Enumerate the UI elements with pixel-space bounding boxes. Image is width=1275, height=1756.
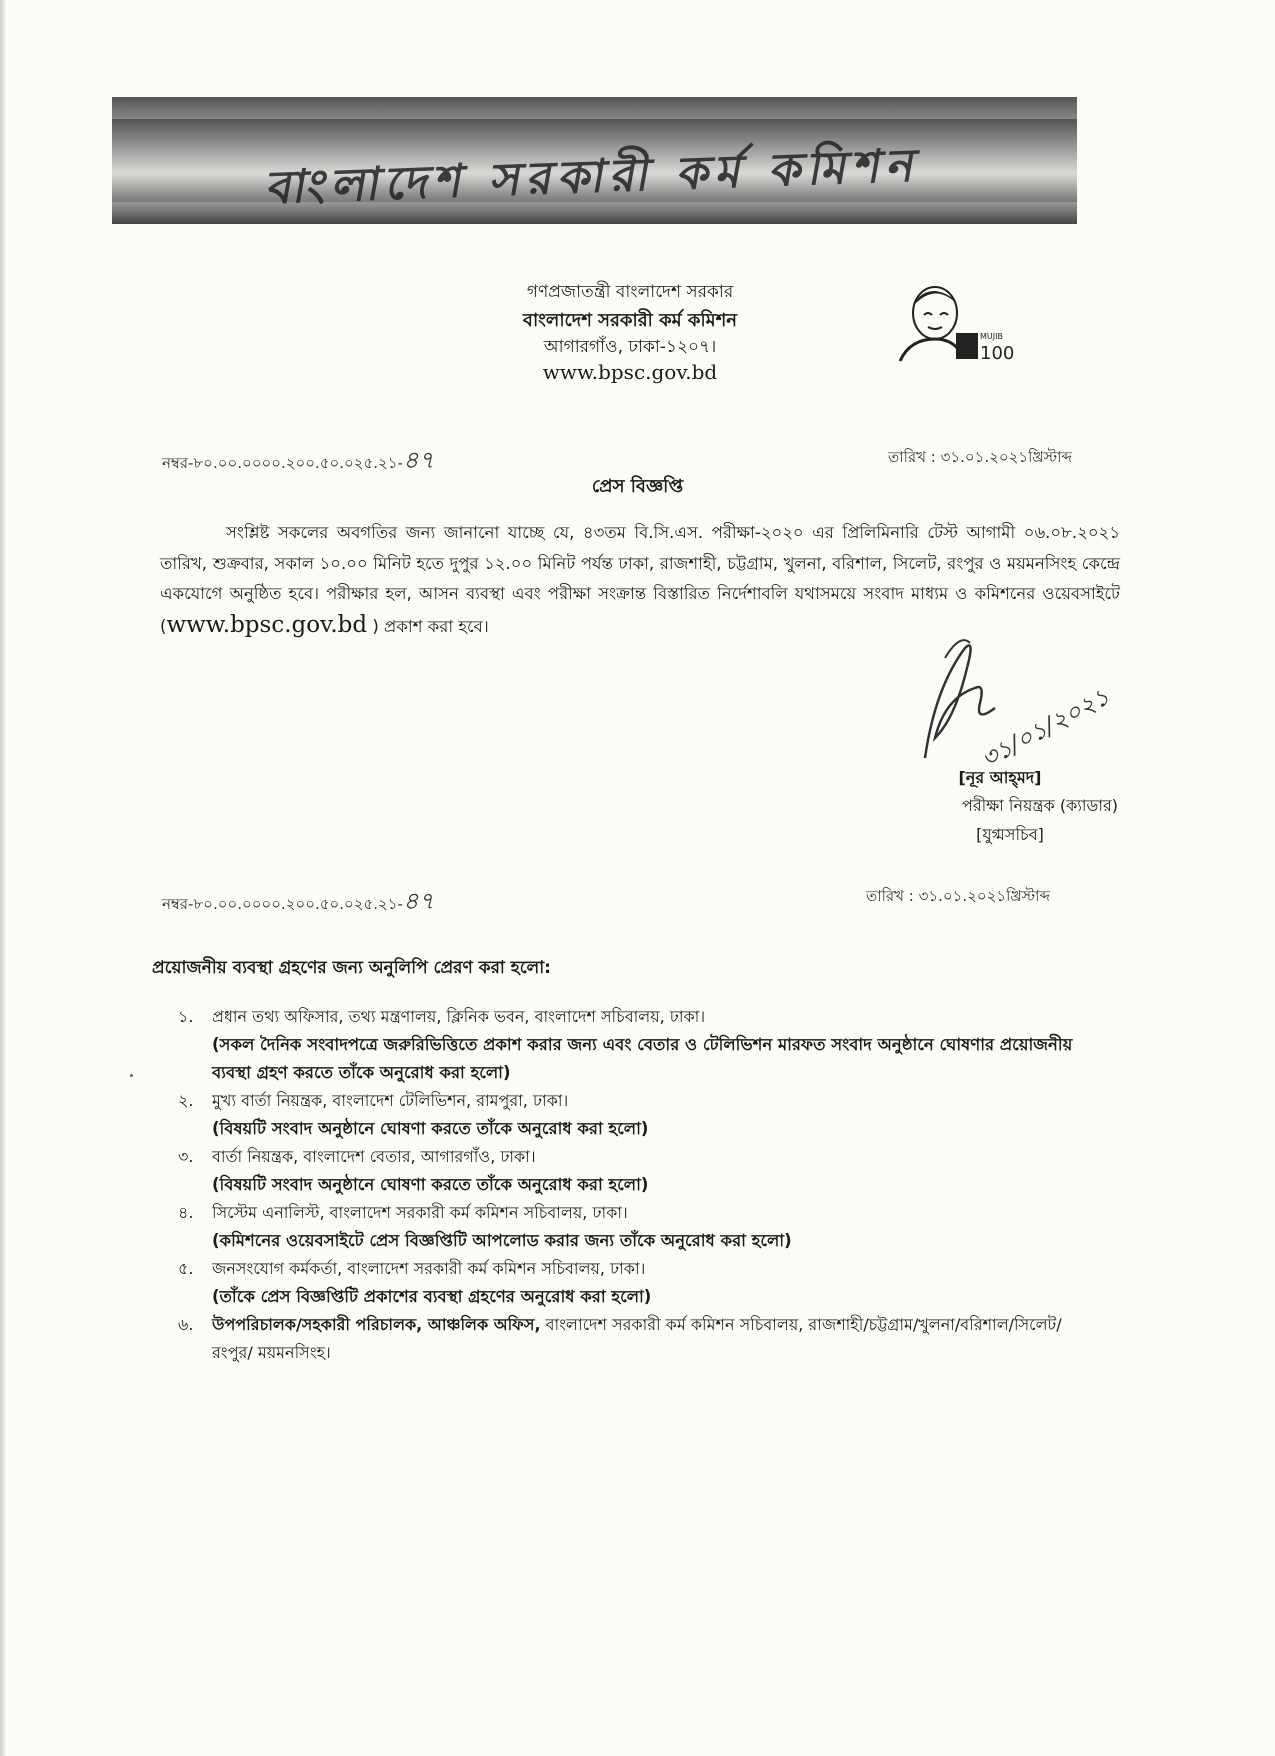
signatory-rank: [যুগ্মসচিব] xyxy=(976,825,1044,844)
memo-number-top: নম্বর-৮০.০০.০০০০.২০০.৫০.০২৫.২১-৪৭ xyxy=(162,446,435,474)
memo-number-bottom: নম্বর-৮০.০০.০০০০.২০০.৫০.০২৫.২১-৪৭ xyxy=(162,887,435,915)
list-item: ৪. সিস্টেম এনালিস্ট, বাংলাদেশ সরকারী কর্ম কমিশন সচিবালয়, ঢাকা। (কমিশনের ওয়েবসাইটে প্রেস বিজ্ঞপ্তিটি আপলোড করার জন্য তাঁকে অনুরোধ করা হলো) xyxy=(178,1203,792,1250)
signatory-designation: পরীক্ষা নিয়ন্ত্রক (ক্যাডার) xyxy=(961,796,1119,815)
svg-text:MUJIB: MUJIB xyxy=(980,332,1003,341)
scan-edge xyxy=(0,0,6,1756)
banner-photo xyxy=(112,97,1077,224)
svg-text:৩১/০১/২০২১: ৩১/০১/২০২১ xyxy=(976,682,1115,774)
address-line: আগারগাঁও, ঢাকা-১২০৭। xyxy=(543,337,717,357)
scan-speck xyxy=(130,1074,133,1077)
signatory-name: [নূর আহ্‌মদ] xyxy=(958,768,1042,787)
body-website: www.bpsc.gov.bd xyxy=(166,611,368,638)
mujib-portrait-logo xyxy=(890,275,1020,363)
signature-image xyxy=(905,628,1125,778)
memo-date-top: তারিখ : ৩১.০১.২০২১খ্রিস্টাব্দ xyxy=(888,448,1073,466)
website-line: www.bpsc.gov.bd xyxy=(542,360,718,384)
list-item: ৫. জনসংযোগ কর্মকর্তা, বাংলাদেশ সরকারী কর্ম কমিশন সচিবালয়, ঢাকা। (তাঁকে প্রেস বিজ্ঞপ্তিটি প্রকাশের ব্যবস্থা গ্রহণের অনুরোধ করা হলো) xyxy=(178,1259,652,1306)
commission-name: বাংলাদেশ সরকারী কর্ম কমিশন xyxy=(522,310,738,331)
govt-line: গণপ্রজাতন্ত্রী বাংলাদেশ সরকার xyxy=(526,282,734,302)
list-item: ৩. বার্তা নিয়ন্ত্রক, বাংলাদেশ বেতার, আগারগাঁও, ঢাকা। (বিষয়টি সংবাদ অনুষ্ঠানে ঘোষণা করতে তাঁকে অনুরোধ করা হলো) xyxy=(178,1147,649,1194)
copy-intro: প্রয়োজনীয় ব্যবস্থা গ্রহণের জন্য অনুলিপি প্রেরণ করা হলো: xyxy=(152,958,551,978)
press-release-body: সংশ্লিষ্ট সকলের অবগতির জন্য জানানো যাচ্ছে যে, ৪৩তম বি.সি.এস. পরীক্ষা-২০২০ এর প্রিলিমিনারি টেস্ট আগামী ০৬.০৮.২০২১ তারিখ, শুক্রবার, সকাল ১০.০০ মিনিট হতে দুপুর ১২.০০ মিনিট পর্যন্ত ঢাকা, রাজশাহী, চট্টগ্রাম, খুলনা, বরিশাল, সিলেট, রংপুর ও ময়মনসিংহ কেন্দ্রে একযোগে অনুষ্ঠিত হবে। পরীক্ষার হল, আসন ব্যবস্থা এবং পরীক্ষা সংক্রান্ত বিস্তারিত নির্দেশাবলি যথাসময়ে সংবাদ মাধ্যম ও কমিশনের ওয়েবসাইটে (www.bpsc.gov.bd ) প্রকাশ করা হবে। xyxy=(160,523,1120,638)
banner-text: বাংলাদেশ সরকারী কর্ম কমিশন xyxy=(263,137,927,215)
list-item: ৬. উপপরিচালক/সহকারী পরিচালক, আঞ্চলিক অফিস, বাংলাদেশ সরকারী কর্ম কমিশন সচিবালয়, রাজশাহী/চট্টগ্রাম/খুলনা/বরিশাল/সিলেট/রংপুর/ ময়মনসিংহ। xyxy=(178,1315,1062,1362)
list-item: ১. প্রধান তথ্য অফিসার, তথ্য মন্ত্রণালয়, ক্লিনিক ভবন, বাংলাদেশ সচিবালয়, ঢাকা। (সকল দৈনিক সংবাদপত্রে জরুরিভিত্তিতে প্রকাশ করার জন্য এবং বেতার ও টেলিভিশন মারফত সংবাদ অনুষ্ঠানে ঘোষণার প্রয়োজনীয় ব্যবস্থা গ্রহণ করতে তাঁকে অনুরোধ করা হলো) xyxy=(178,1007,1073,1082)
document-title: প্রেস বিজ্ঞপ্তি xyxy=(591,476,684,497)
svg-text:100: 100 xyxy=(980,343,1015,363)
list-item: ২. মুখ্য বার্তা নিয়ন্ত্রক, বাংলাদেশ টেলিভিশন, রামপুরা, ঢাকা। (বিষয়টি সংবাদ অনুষ্ঠানে ঘোষণা করতে তাঁকে অনুরোধ করা হলো) xyxy=(178,1091,649,1138)
copy-list xyxy=(178,1003,1098,1367)
memo-date-bottom: তারিখ : ৩১.০১.২০২১খ্রিস্টাব্দ xyxy=(866,887,1051,905)
